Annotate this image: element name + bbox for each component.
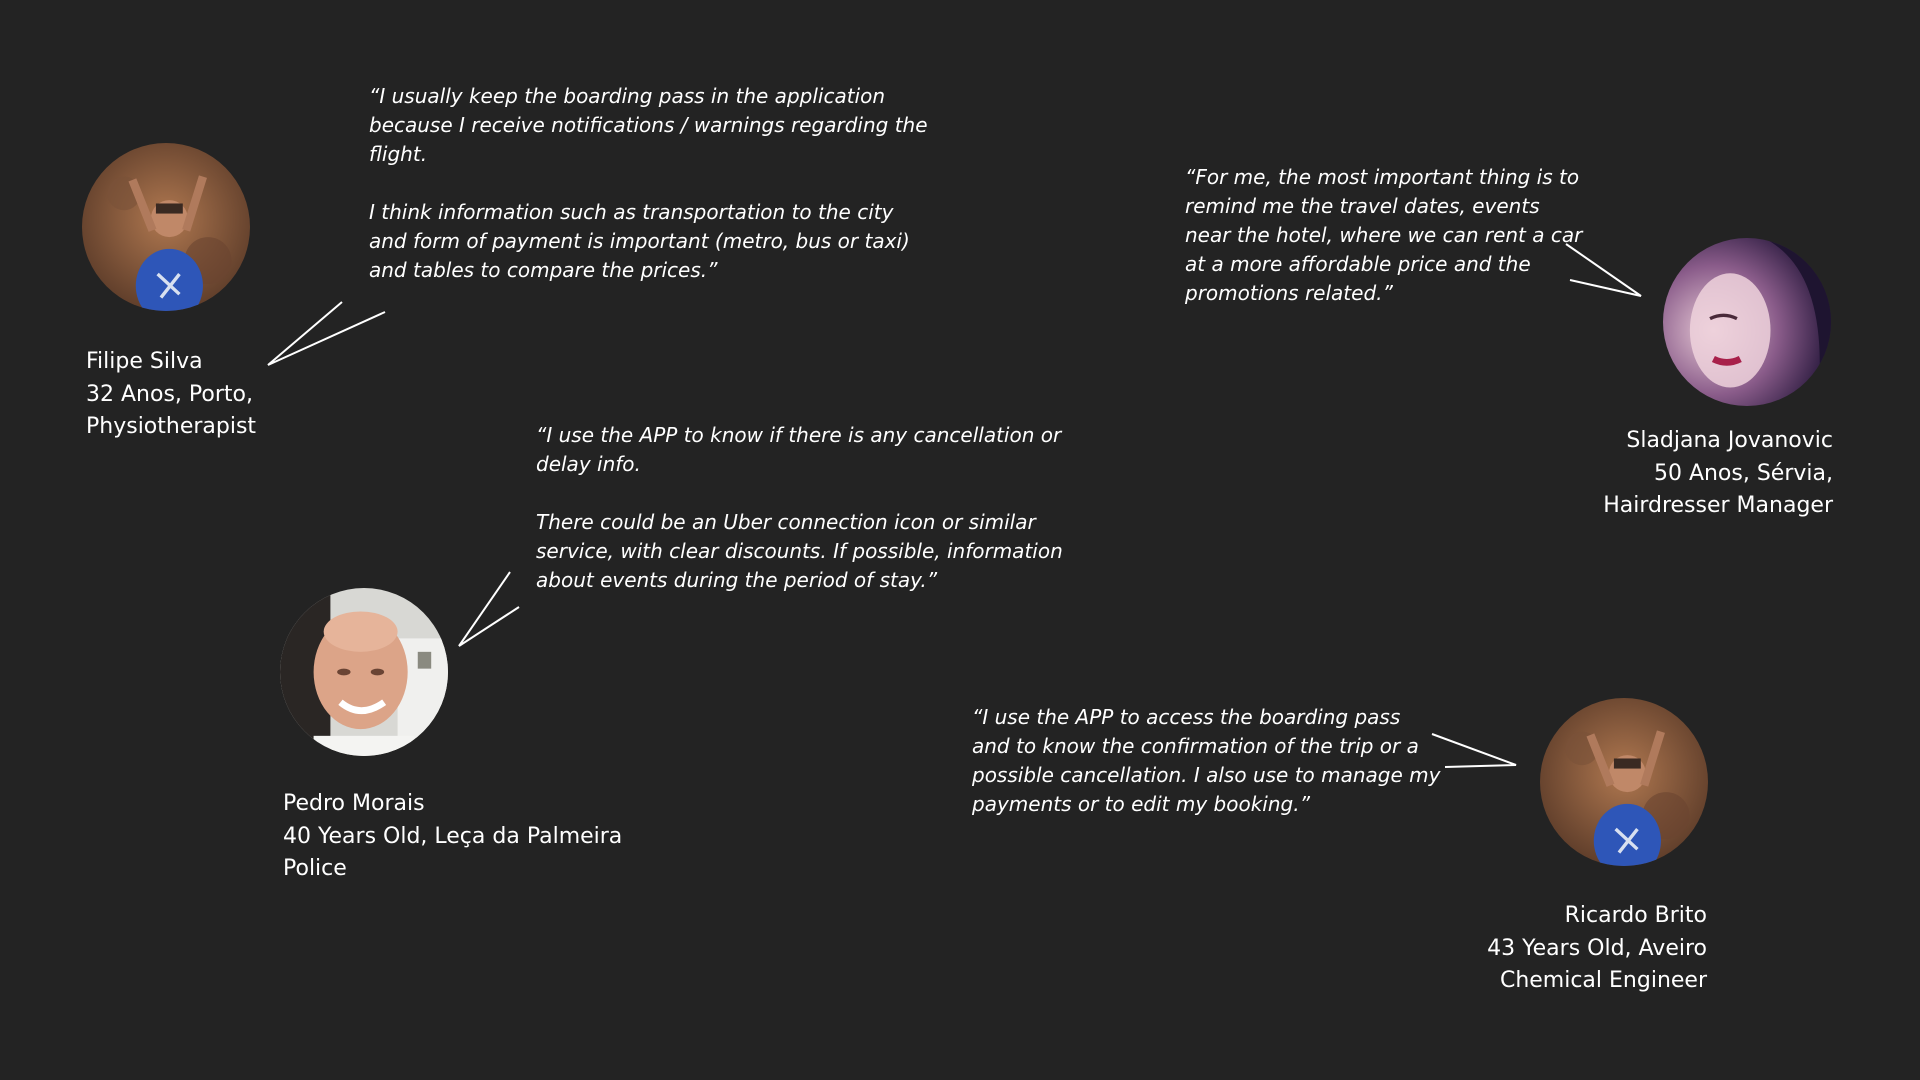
persona-details: 40 Years Old, Leça da Palmeira [283, 823, 623, 849]
speech-pointer-filipe-silva [268, 302, 385, 365]
persona-name: Filipe Silva [86, 349, 203, 374]
quote-paragraph: “For me, the most important thing is to remind me the travel dates, events near the hotel, where we can rent a car at a more affordable price and the promotions related.” [1185, 165, 1583, 305]
persona-profession: Hairdresser Manager [1603, 493, 1833, 518]
speech-pointer-pedro-morais [459, 572, 519, 646]
quote-paragraph: I think information such as transportation to the city and form of payment is important (metro, bus or taxi) and tables to compare the prices.” [369, 200, 910, 282]
persona-name: Sladjana Jovanovic [1626, 428, 1833, 453]
persona-profession: Chemical Engineer [1499, 968, 1707, 993]
persona-info-ricardo-brito [1487, 900, 1707, 998]
persona-profession: Physiotherapist [86, 414, 257, 439]
persona-details: 32 Anos, Porto, [86, 381, 253, 407]
speech-pointer-ricardo-brito [1432, 734, 1516, 767]
avatar-pedro-morais [280, 588, 448, 756]
persona-quote-ricardo-brito [972, 703, 1442, 819]
persona-quote-pedro-morais [536, 421, 1096, 595]
persona-name: Ricardo Brito [1564, 903, 1707, 928]
avatar-ricardo-brito [1540, 698, 1708, 866]
persona-info-pedro-morais [283, 788, 622, 886]
persona-info-sladjana-jovanovic [1603, 425, 1833, 523]
persona-quote-filipe-silva [369, 82, 929, 285]
persona-photo [280, 588, 448, 756]
persona-quote-sladjana-jovanovic [1185, 163, 1585, 308]
persona-photo [1663, 238, 1831, 406]
persona-details: 50 Anos, Sérvia, [1653, 460, 1833, 486]
persona-profession: Police [283, 856, 347, 881]
quote-paragraph: “I use the APP to access the boarding pass and to know the confirmation of the trip or a possible cancellation. I also use to manage my payments or to edit my booking.” [972, 705, 1441, 816]
persona-photo [82, 143, 250, 311]
persona-info-filipe-silva [86, 346, 256, 444]
persona-details: 43 Years Old, Aveiro [1487, 935, 1707, 961]
avatar-sladjana-jovanovic [1663, 238, 1831, 406]
persona-photo [1540, 698, 1708, 866]
persona-name: Pedro Morais [283, 791, 425, 816]
quote-paragraph: “I usually keep the boarding pass in the application because I receive notifications / warnings regarding the flight. [369, 84, 928, 166]
avatar-filipe-silva [82, 143, 250, 311]
quote-paragraph: There could be an Uber connection icon or similar service, with clear discounts. If possible, information about events during the period of stay.” [536, 510, 1063, 592]
quote-paragraph: “I use the APP to know if there is any cancellation or delay info. [536, 423, 1062, 476]
